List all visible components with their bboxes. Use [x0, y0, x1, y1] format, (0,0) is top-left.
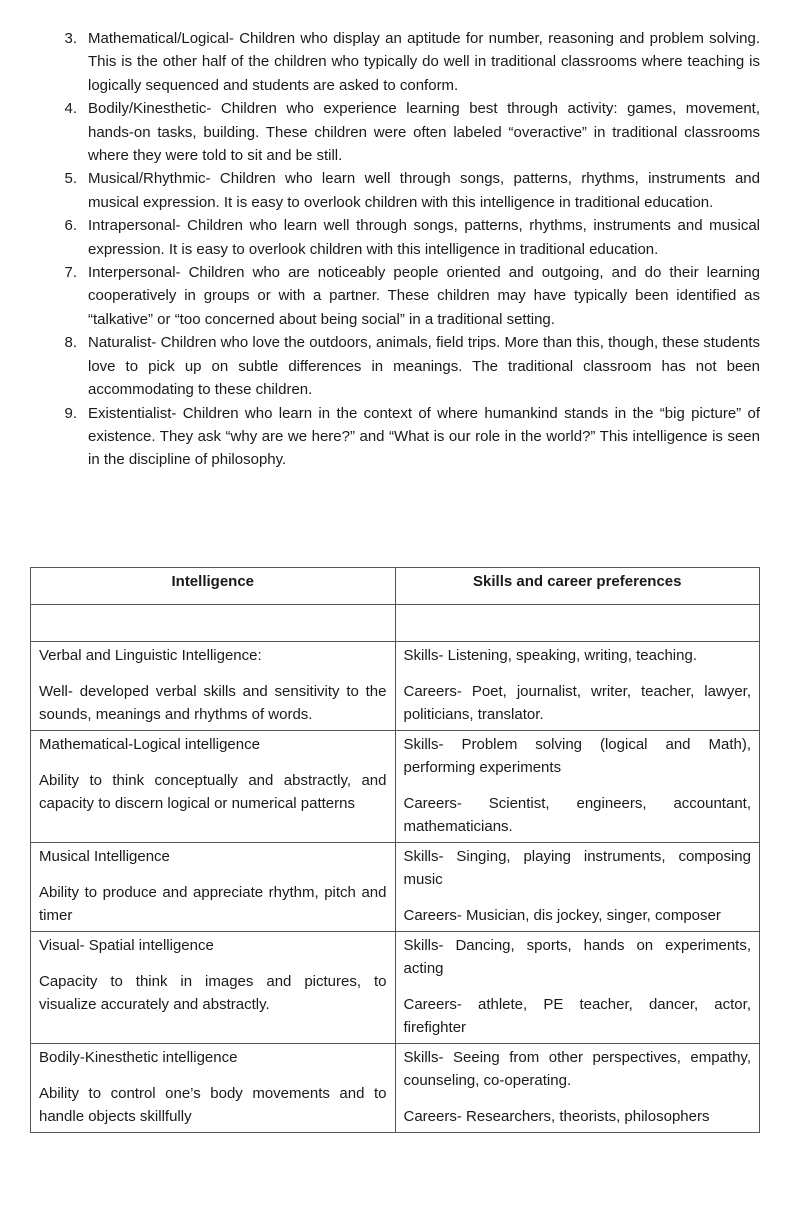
intelligence-name: Bodily-Kinesthetic intelligence	[39, 1049, 238, 1066]
list-item	[64, 402, 760, 472]
list-number: 9.	[64, 404, 77, 422]
intelligence-name: Musical Intelligence	[39, 848, 170, 865]
skills-careers-cell	[395, 731, 760, 843]
empty-cell	[395, 605, 760, 642]
list-text: Naturalist- Children who love the outdoors, animals, field trips. More than this, though, these students love to pick up on subtle differences in meanings. The traditional classroom has not been accommodating to these children.	[88, 334, 760, 399]
list-item	[64, 97, 760, 167]
intelligence-name: Verbal and Linguistic Intelligence:	[39, 647, 262, 664]
intelligence-description: Ability to produce and appreciate rhythm, pitch and timer	[39, 884, 387, 924]
skills-careers-cell	[395, 843, 760, 932]
empty-cell	[31, 605, 396, 642]
skills-text: Skills- Seeing from other perspectives, empathy, counseling, co-operating.	[403, 1049, 751, 1089]
intelligence-table	[30, 567, 760, 1133]
careers-text: Careers- Musician, dis jockey, singer, composer	[403, 907, 721, 924]
skills-text: Skills- Singing, playing instruments, composing music	[403, 848, 751, 888]
list-item	[64, 331, 760, 401]
skills-careers-cell	[395, 1044, 760, 1133]
list-text: Intrapersonal- Children who learn well through songs, patterns, rhythms, instruments and musical expression. It is easy to overlook children with this intelligence in traditional education.	[88, 217, 760, 258]
list-text: Existentialist- Children who learn in the context of where humankind stands in the “big picture” of existence. They ask “why are we here?” and “What is our role in the world?” This intelligence is seen in the discipline of philosophy.	[88, 404, 760, 469]
careers-text: Careers- Researchers, theorists, philosophers	[403, 1108, 710, 1125]
intelligence-list	[64, 27, 760, 472]
table-row	[31, 1044, 760, 1133]
list-item	[64, 261, 760, 331]
list-number: 7.	[64, 264, 77, 282]
intelligence-description: Ability to control one’s body movements and to handle objects skillfully	[39, 1085, 387, 1125]
list-text: Bodily/Kinesthetic- Children who experience learning best through activity: games, movement, hands-on tasks, building. These children were often labeled “overactive” in traditional classrooms where they were told to sit and be still.	[88, 100, 760, 165]
intelligence-description: Capacity to think in images and pictures, to visualize accurately and abstractly.	[39, 973, 387, 1013]
skills-text: Skills- Dancing, sports, hands on experiments, acting	[403, 937, 751, 977]
intelligence-cell	[31, 642, 396, 731]
list-text: Mathematical/Logical- Children who display an aptitude for number, reasoning and problem solving. This is the other half of the children who typically do well in traditional classrooms where teaching is logically sequenced and students are asked to conform.	[88, 30, 760, 94]
careers-text: Careers- Poet, journalist, writer, teacher, lawyer, politicians, translator.	[403, 683, 751, 723]
list-text: Interpersonal- Children who are noticeably people oriented and outgoing, and do their learning cooperatively in groups or with a partner. These children may have typically been identified as “talkative” or “too concerned about being social” in a traditional setting.	[88, 264, 760, 328]
intelligence-name: Visual- Spatial intelligence	[39, 937, 214, 954]
skills-text: Skills- Listening, speaking, writing, teaching.	[403, 647, 697, 664]
table-row	[31, 642, 760, 731]
list-number: 8.	[64, 334, 77, 352]
list-item	[64, 214, 760, 261]
table-row	[31, 843, 760, 932]
list-text: Musical/Rhythmic- Children who learn well through songs, patterns, rhythms, instruments and musical expression. It is easy to overlook children with this intelligence in traditional education.	[88, 170, 760, 211]
table-header-row	[31, 568, 760, 605]
table-row	[31, 932, 760, 1044]
header-skills-careers: Skills and career preferences	[395, 568, 760, 605]
list-number: 5.	[64, 170, 77, 188]
list-item	[64, 167, 760, 214]
header-intelligence: Intelligence	[31, 568, 396, 605]
list-number: 6.	[64, 217, 77, 235]
skills-careers-cell	[395, 642, 760, 731]
intelligence-cell	[31, 843, 396, 932]
intelligence-cell	[31, 1044, 396, 1133]
intelligence-cell	[31, 932, 396, 1044]
intelligence-cell	[31, 731, 396, 843]
list-number: 4.	[64, 100, 77, 118]
careers-text: Careers- athlete, PE teacher, dancer, actor, firefighter	[403, 996, 751, 1036]
careers-text: Careers- Scientist, engineers, accountant, mathematicians.	[403, 795, 751, 835]
list-number: 3.	[64, 30, 77, 47]
skills-text: Skills- Problem solving (logical and Math), performing experiments	[403, 736, 751, 776]
intelligence-description: Ability to think conceptually and abstractly, and capacity to discern logical or numerical patterns	[39, 772, 387, 812]
skills-careers-cell	[395, 932, 760, 1044]
list-item	[64, 27, 760, 97]
table-empty-row	[31, 605, 760, 642]
table-row	[31, 731, 760, 843]
intelligence-name: Mathematical-Logical intelligence	[39, 736, 260, 753]
intelligence-description: Well- developed verbal skills and sensitivity to the sounds, meanings and rhythms of words.	[39, 683, 387, 723]
